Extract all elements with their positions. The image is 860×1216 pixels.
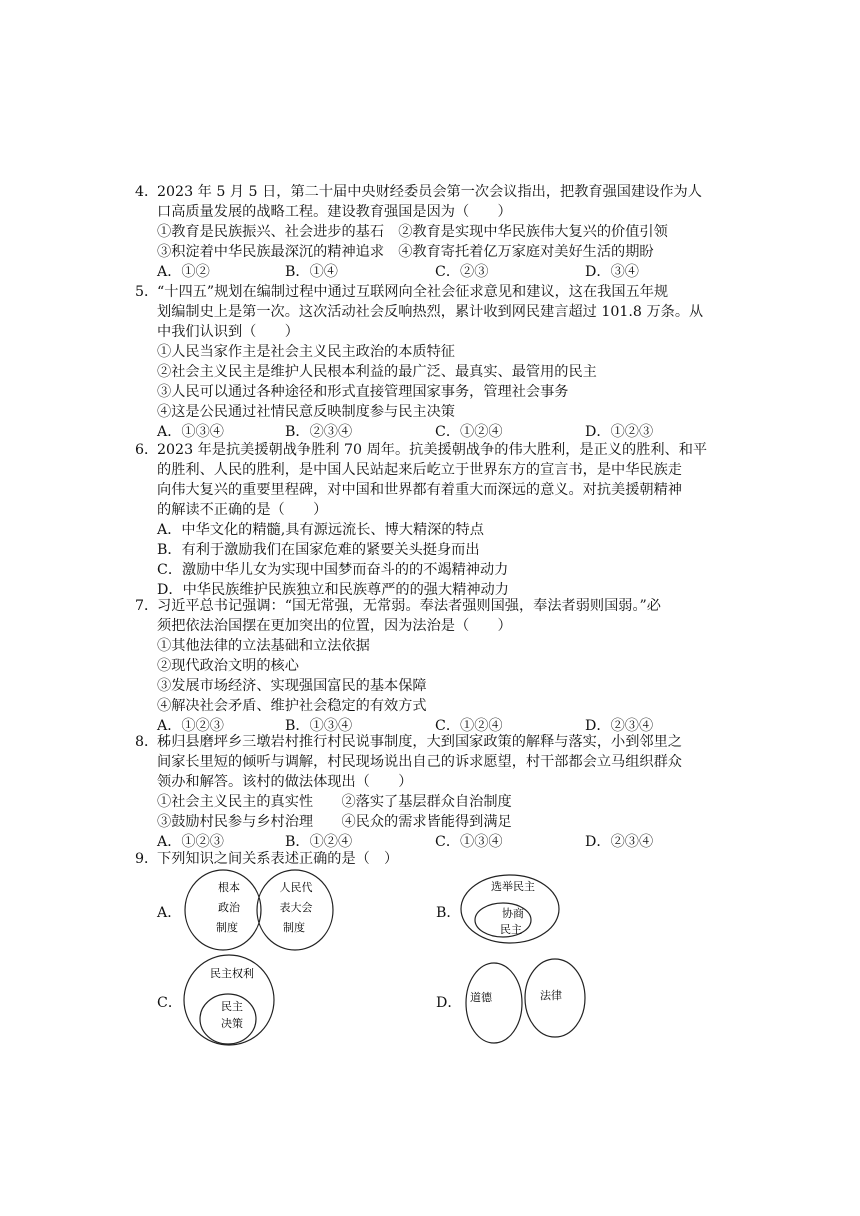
question-5 [135, 282, 735, 442]
question-text: “十四五”规划在编制过程中通过互联网向全社会征求意见和建议，这在我国五年规 [157, 284, 669, 300]
question-text: 秭归县磨坪乡三墩岩村推行村民说事制度，大到国家政策的解释与落实，小到邻里之 [157, 734, 682, 750]
circle-text: 政治 [218, 901, 240, 914]
question-text: 领办和解答。该村的做法体现出（ ） [157, 774, 413, 790]
option-d: D．②③④ [585, 834, 654, 850]
circle-text: 人民代 [279, 881, 313, 894]
option-c: C．激励中华儿女为实现中国梦而奋斗的的不竭精神动力 [157, 562, 509, 578]
question-text: 的解读不正确的是（ ） [157, 502, 328, 518]
option-a-diagram [182, 867, 338, 953]
question-text: 习近平总书记强调：“国无常强，无常弱。奉法者强则国强，奉法者弱则国弱。”必 [157, 598, 661, 614]
outer-text: 选举民主 [491, 880, 535, 893]
statement: ①其他法律的立法基础和立法依据 [157, 638, 370, 654]
option-c-diagram [182, 953, 278, 1047]
option-a: A．①③④ [157, 424, 224, 440]
option-d-diagram [464, 956, 589, 1046]
statement: ④这是公民通过社情民意反映制度参与民主决策 [157, 404, 455, 420]
statement: ①社会主义民主的真实性 ②落实了基层群众自治制度 [157, 794, 512, 810]
option-a: A．中华文化的精髓,具有源远流长、博大精深的特点 [157, 522, 484, 538]
inner-text: 民主 [221, 1000, 243, 1013]
inner-text: 民主 [500, 923, 522, 936]
option-b: B．①④ [285, 264, 338, 280]
statement: ②社会主义民主是维护人民根本利益的最广泛、最真实、最管用的民主 [157, 364, 597, 380]
question-text: 向伟大复兴的重要里程碑，对中国和世界都有着重大而深远的意义。对抗美援朝精神 [157, 482, 682, 498]
option-c: C．①③④ [435, 834, 503, 850]
option-b: B．有利于激励我们在国家危难的紧要关头挺身而出 [157, 542, 480, 558]
option-a-label: A． [157, 905, 182, 921]
question-7 [135, 596, 735, 736]
option-c: C．①②④ [435, 718, 503, 734]
two-separate-circles [464, 956, 589, 1046]
question-text: 2023 年是抗美援朝战争胜利 70 周年。抗美援朝战争的伟大胜利，是正义的胜利、和平 [157, 442, 708, 458]
option-d: D．②③④ [585, 718, 654, 734]
question-number: 8． [135, 734, 159, 750]
question-number: 4． [135, 184, 159, 200]
statement: ③发展市场经济、实现强国富民的基本保障 [157, 678, 427, 694]
outer-text: 民主权利 [210, 967, 254, 980]
options-row [135, 262, 735, 282]
statement: ④解决社会矛盾、维护社会稳定的有效方式 [157, 698, 427, 714]
inner-text: 协商 [502, 907, 524, 920]
question-text: 须把依法治国摆在更加突出的位置，因为法治是（ ） [157, 618, 512, 634]
question-8 [135, 732, 735, 852]
question-text: 间家长里短的倾听与调解，村民现场说出自己的诉求愿望，村干部都会立马组织群众 [157, 754, 682, 770]
option-c: C．①②④ [435, 424, 503, 440]
statement: ①教育是民族振兴、社会进步的基石 ②教育是实现中华民族伟大复兴的价值引领 [157, 224, 668, 240]
nested-circles [458, 872, 562, 946]
statement: ③积淀着中华民族最深沉的精神追求 ④教育寄托着亿万家庭对美好生活的期盼 [157, 244, 654, 260]
option-b: B．①③④ [285, 718, 353, 734]
nested-circles [182, 953, 278, 1047]
statement: ③鼓励村民参与乡村治理 ④民众的需求皆能得到满足 [157, 814, 512, 830]
two-separate-circles [182, 867, 338, 953]
option-d: D．中华民族维护民族独立和民族尊严的的强大精神动力 [157, 582, 509, 598]
option-c: C．②③ [435, 264, 489, 280]
option-a: A．①② [157, 264, 210, 280]
statement: ②现代政治文明的核心 [157, 658, 299, 674]
question-number: 7． [135, 598, 159, 614]
option-c-label: C． [157, 995, 183, 1011]
question-text: 中我们认识到（ ） [157, 324, 299, 340]
option-b: B．①②④ [285, 834, 353, 850]
statement: ③人民可以通过各种途径和形式直接管理国家事务，管理社会事务 [157, 384, 569, 400]
question-number: 5． [135, 284, 159, 300]
option-d: D．①②③ [585, 424, 654, 440]
option-d: D．③④ [585, 264, 639, 280]
question-9 [135, 849, 735, 869]
question-text: 划编制史上是第一次。这次活动社会反响热烈，累计收到网民建言超过 101.8 万条。从 [157, 304, 704, 320]
circle-text: 表大会 [279, 901, 313, 914]
question-number: 9． [135, 851, 159, 867]
statement: ①人民当家作主是社会主义民主政治的本质特征 [157, 344, 455, 360]
options-row [135, 422, 735, 442]
option-b-label: B． [436, 905, 461, 921]
question-4 [135, 182, 735, 282]
option-d-label: D． [436, 995, 462, 1011]
question-number: 6． [135, 442, 159, 458]
question-text: 2023 年 5 月 5 日，第二十届中央财经委员会第一次会议指出，把教育强国建设作为人 [157, 184, 702, 200]
circle-text: 根本 [218, 881, 240, 894]
inner-text: 决策 [221, 1017, 243, 1030]
question-text: 口高质量发展的战略工程。建设教育强国是因为（ ） [157, 204, 512, 220]
circle-text: 制度 [216, 921, 238, 934]
question-text: 的胜利、人民的胜利，是中国人民站起来后屹立于世界东方的宣言书，是中华民族走 [157, 462, 682, 478]
option-b-diagram [458, 872, 562, 946]
circle-text: 道德 [470, 991, 492, 1004]
option-a: A．①②③ [157, 834, 224, 850]
circle-text: 制度 [283, 921, 305, 934]
question-6 [135, 440, 735, 600]
option-b: B．②③④ [285, 424, 353, 440]
option-a: A．①②③ [157, 718, 224, 734]
circle-text: 法律 [540, 989, 562, 1002]
question-text: 下列知识之间关系表述正确的是（ ） [157, 851, 399, 867]
